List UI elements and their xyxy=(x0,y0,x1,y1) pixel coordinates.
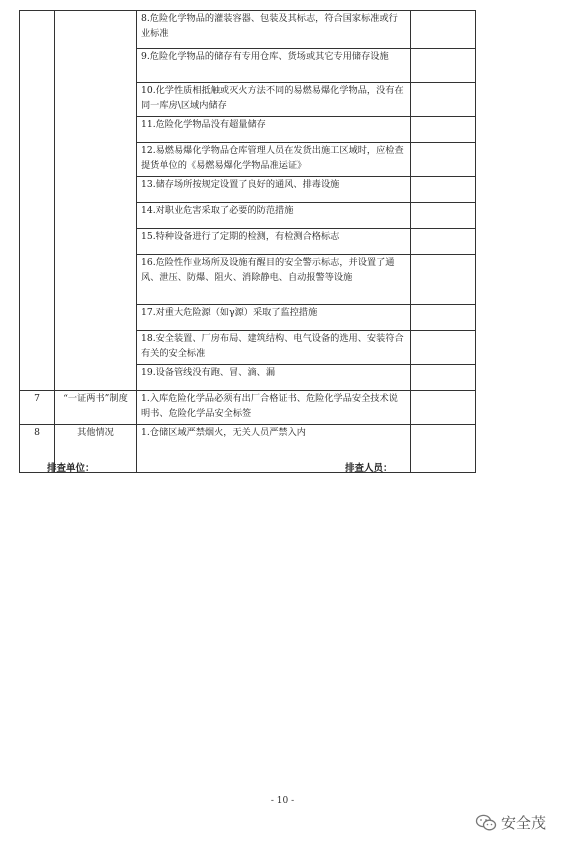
check-item: 11.危险化学物品没有超量储存 xyxy=(137,117,411,143)
result-cell xyxy=(411,83,476,117)
watermark xyxy=(475,812,546,833)
check-item: 16.危险性作业场所及设施有醒目的安全警示标志，并设置了通风、泄压、防爆、阻火、消除静电、自动报警等设施 xyxy=(137,255,411,305)
check-item: 13.储存场所按规定设置了良好的通风、排毒设施 xyxy=(137,177,411,203)
check-item: 8.危险化学物品的灌装容器、包装及其标志，符合国家标准或行业标准 xyxy=(137,11,411,49)
check-item: 10.化学性质相抵触或灭火方法不同的易燃易爆化学物品，没有在同一库房\区域内储存 xyxy=(137,83,411,117)
check-item: 9.危险化学物品的储存有专用仓库、货场或其它专用储存设施 xyxy=(137,49,411,83)
category-cell xyxy=(55,11,137,391)
check-item: 18.安全装置、厂房布局、建筑结构、电气设备的选用、安装符合有关的安全标准 xyxy=(137,331,411,365)
result-cell xyxy=(411,203,476,229)
check-item: 19.设备管线没有跑、冒、滴、漏 xyxy=(137,365,411,391)
result-cell xyxy=(411,331,476,365)
table-row xyxy=(20,391,476,425)
section-number: 8 xyxy=(20,425,55,473)
section-number-cell xyxy=(20,11,55,391)
watermark-text: 安全茂 xyxy=(501,814,547,832)
result-cell xyxy=(411,49,476,83)
page-number: - 10 - xyxy=(270,796,295,806)
check-item: 1.入库危险化学品必须有出厂合格证书、危险化学品安全技术说明书、危险化学品安全标签 xyxy=(137,391,411,425)
result-cell xyxy=(411,177,476,203)
check-item: 14.对职业危害采取了必要的防范措施 xyxy=(137,203,411,229)
check-item: 1.仓储区域严禁烟火，无关人员严禁入内 xyxy=(137,425,411,473)
section-category: 其他情况 xyxy=(55,425,137,473)
section-number: 7 xyxy=(20,391,55,425)
table-row xyxy=(20,11,476,49)
result-cell xyxy=(411,229,476,255)
inspection-person-label: 排查人员： xyxy=(345,463,393,474)
result-cell xyxy=(411,425,476,473)
result-cell xyxy=(411,305,476,331)
wechat-icon xyxy=(475,814,497,832)
result-cell xyxy=(411,255,476,305)
result-cell xyxy=(411,365,476,391)
check-item: 15.特种设备进行了定期的检测，有检测合格标志 xyxy=(137,229,411,255)
result-cell xyxy=(411,143,476,177)
inspection-unit-label: 排查单位： xyxy=(47,463,95,474)
result-cell xyxy=(411,391,476,425)
result-cell xyxy=(411,117,476,143)
inspection-table xyxy=(19,10,476,473)
check-item: 17.对重大危险源（如γ源）采取了监控措施 xyxy=(137,305,411,331)
result-cell xyxy=(411,11,476,49)
check-item: 12.易燃易爆化学物品仓库管理人员在发货出施工区域时，应检查提货单位的《易燃易爆化学物品准运证》 xyxy=(137,143,411,177)
section-category: “一证两书”制度 xyxy=(55,391,137,425)
